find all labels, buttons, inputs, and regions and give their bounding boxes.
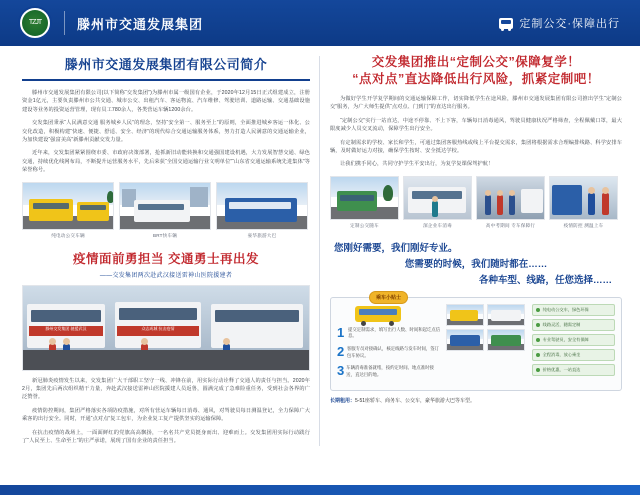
bus-thumbnails xyxy=(446,304,525,385)
step-text: 车辆消毒准备就绪，按约定时间、地点准时接送，直达目的地。 xyxy=(346,365,434,377)
right-title-group xyxy=(330,54,622,88)
page-footer xyxy=(0,446,640,495)
feature-text: 线路灵活，随需定制 xyxy=(542,321,581,327)
step-number: 3 xyxy=(337,363,345,379)
left-section2-paragraph: 疫情防控期间，集团严格落实各项防疫措施，对所有营运车辆每日消毒、通风，对驾驶员每日测温登记，全力保障广大乘客的出行安全。同时，开通“点对点”复工包车，为企业复工复产提供坚实的运输保障。 xyxy=(22,407,310,423)
photo-banner-right: 众志成城 抗击疫情 xyxy=(117,326,199,336)
photo-bus-white xyxy=(119,182,211,230)
page-header xyxy=(0,0,640,46)
right-column xyxy=(330,54,622,405)
left-section2-subtitle: ——交发集团两次赴武汉接送雷神山医院援建者 xyxy=(99,272,233,279)
bus-thumb-1 xyxy=(446,304,484,326)
left-column xyxy=(22,54,310,451)
step-text: 客服专员对接确认，核定线路与发车时间，签订包车协议。 xyxy=(346,346,440,358)
photo-item xyxy=(216,182,308,239)
left-section2-paragraph: 在抗击疫情的战场上，一面面鲜红的党旗高高飘扬，一名名共产党员挺身而出、迎难而上。交发集团用实际行动践行了“人民至上、生命至上”的庄严承诺，展现了国有企业的责任担当。 xyxy=(22,429,310,445)
bullet-icon xyxy=(536,323,540,327)
left-section2-title: 疫情面前勇担当 交通勇士再出发 xyxy=(73,251,259,266)
right-title-line1: 交发集团推出“定制公交”保障复学！ xyxy=(371,55,581,69)
photo-item xyxy=(476,176,545,229)
photo-caption: 深企业车消毒 xyxy=(423,222,452,228)
step-item xyxy=(337,324,441,340)
feature-text: 纯电动公交车，绿色环保 xyxy=(542,306,589,312)
photo-temperature-check xyxy=(549,176,618,220)
feature-item xyxy=(532,334,615,346)
step-item xyxy=(337,365,440,378)
step-item xyxy=(337,346,440,359)
feature-list xyxy=(532,304,615,385)
photo-caption: 疫情防控 测温上车 xyxy=(563,222,604,228)
photo-item xyxy=(330,176,399,229)
feature-text: 专业驾驶员，安全有保障 xyxy=(542,336,589,342)
feature-item xyxy=(532,319,615,331)
left-title-rule xyxy=(22,79,310,81)
step-number: 1 xyxy=(337,324,345,340)
left-paragraph: 近年来，交发集团紧紧围绕市委、市政府决策部署，抢抓新旧动能转换和交通强国建设机遇，大力发展智慧交通、绿色交通，持续优化线网布局，不断提升运营服务水平，先后荣获“全国交通运输行业文明单位”“山东省交通运输系统先进集体”等荣誉称号。 xyxy=(22,150,310,174)
left-photo-strip xyxy=(22,182,310,239)
bus-thumb-3 xyxy=(446,329,484,351)
right-title-line2: “点对点”直达降低出行风险，抓紧定制吧！ xyxy=(352,72,600,86)
feature-item xyxy=(532,364,615,376)
photo-wuhan-mission xyxy=(22,285,310,371)
bus-icon xyxy=(499,18,513,29)
header-title: 滕州市交通发展集团 xyxy=(77,16,204,32)
slogan-line-1: 您刚好需要，我们刚好专业。 xyxy=(334,242,458,254)
bus-illustration xyxy=(337,304,440,324)
right-paragraph: 让我们携手同心，共同守护学生平安出行，为复学复课保驾护航！ xyxy=(340,161,494,168)
header-slogan: 定制公交·保障出行 xyxy=(519,18,620,30)
hotline-text: 5-51座轿车、商务车、公交车，豪华旅游大巴等车型。 xyxy=(355,398,476,405)
photo-item xyxy=(403,176,472,229)
feature-item xyxy=(532,349,615,361)
hotline-line xyxy=(330,397,622,405)
right-paragraph: 为做好学生开学复学期间的交通运输保障工作，切实降低学生在途风险，滕州市交通发展集团有限公司推出学生“定制公交”服务，为广大师生提供“点对点、门到门”的直达出行服务。 xyxy=(330,96,622,111)
step-text: 提交定制需求，填写出行人数、时间和起讫点信息。 xyxy=(347,326,441,339)
photo-caption: 高中考期间 专车保障行 xyxy=(485,222,536,228)
tips-badge: 乘车小贴士 xyxy=(369,291,408,304)
column-divider xyxy=(319,56,320,446)
feature-text: 价格优惠，一站直达 xyxy=(542,366,581,372)
header-slogan-group xyxy=(499,15,620,31)
tips-panel xyxy=(330,294,622,392)
photo-caption: 纯电动公交车辆 xyxy=(51,232,85,238)
left-paragraph: 交发集团秉承“人民满意交通 服务城乡人民”的理念，坚持“安全第一、服务至上”的原则，全面推进城乡客运一体化、公交化改造，积极构建“快速、便捷、舒适、安全、经济”的现代综合交通运输服务体系，努力打造人民满意的交通运输企业，为加快建设“强富美高”新滕州贡献交发力量。 xyxy=(22,120,310,144)
photo-item xyxy=(549,176,618,229)
footer-bar xyxy=(0,485,640,495)
steps-list xyxy=(337,304,440,385)
photo-bus-blue xyxy=(216,182,308,230)
bus-thumb-2 xyxy=(487,304,525,326)
photo-banner-left: 滕州交发集团 驰援武汉 xyxy=(29,326,103,336)
photo-caption: 定制公交随车 xyxy=(350,222,379,228)
bullet-icon xyxy=(536,353,540,357)
photo-item xyxy=(22,182,114,239)
right-slogan-block xyxy=(330,241,622,289)
slogan-line-3: 各种车型、线路，任您选择…… xyxy=(478,274,612,286)
step-number: 2 xyxy=(337,344,345,360)
hotline-label: 长期租用： xyxy=(330,398,356,405)
header-divider xyxy=(64,11,65,35)
bullet-icon xyxy=(536,308,540,312)
photo-students xyxy=(476,176,545,220)
left-paragraph: 滕州市交通发展集团有限公司(以下简称“交发集团”)为滕州市属一级国有企业，于2020年12月15日正式组建成立，注册资金1亿元，主要负责滕州市公共交通、城市公交、出租汽车、客运物流、汽车维修、驾驶培训、道路运输、交通基础设施建设等业务的投资运营管理，现有员工780余人，各类营运车辆1200余台。 xyxy=(22,90,310,113)
photo-caption: BRT快车辆 xyxy=(152,232,178,238)
feature-item xyxy=(532,304,615,316)
photo-disinfection xyxy=(403,176,472,220)
company-logo xyxy=(18,6,52,40)
page-content xyxy=(0,46,640,446)
photo-custom-bus xyxy=(330,176,399,220)
bullet-icon xyxy=(536,368,540,372)
bus-thumb-4 xyxy=(487,329,525,351)
left-section2-paragraph: 新冠肺炎疫情发生以来，交发集团广大干部职工坚守一线、冲锋在前，用实际行动诠释了交通人的责任与担当。2020年2月，集团先后两次组织精干力量，奔赴武汉接送雷神山医院援建人员返鲁，圆满完成了急难险重任务，受到社会各界的广泛赞誉。 xyxy=(22,377,310,401)
slogan-line-2: 您需要的时候，我们随时都在…… xyxy=(404,258,548,270)
right-paragraph: 有定制需求的学校、家长和学生，可通过集团客服热线或线上平台提交需求，集团将根据需求合理编排线路、科学安排车辆，及时做好运力对接，确保学生按时、安全抵达学校。 xyxy=(330,139,622,155)
logo-text: TZJT xyxy=(22,10,48,36)
left-title: 滕州市交通发展集团有限公司简介 xyxy=(64,57,268,72)
feature-text: 全程消毒，放心乘坐 xyxy=(542,351,581,357)
photo-bus-yellow xyxy=(22,182,114,230)
bullet-icon xyxy=(536,338,540,342)
right-paragraph: “定制公交”实行一站直达，中途不停靠、不上下客，车辆每日消毒通风，驾驶员健康状况严格筛查，全程佩戴口罩，最大限度减少人员交叉流动，保障学生出行安全。 xyxy=(330,117,622,133)
photo-item xyxy=(119,182,211,239)
right-photo-strip xyxy=(330,176,622,229)
photo-caption: 豪华旅游大巴 xyxy=(247,232,277,238)
